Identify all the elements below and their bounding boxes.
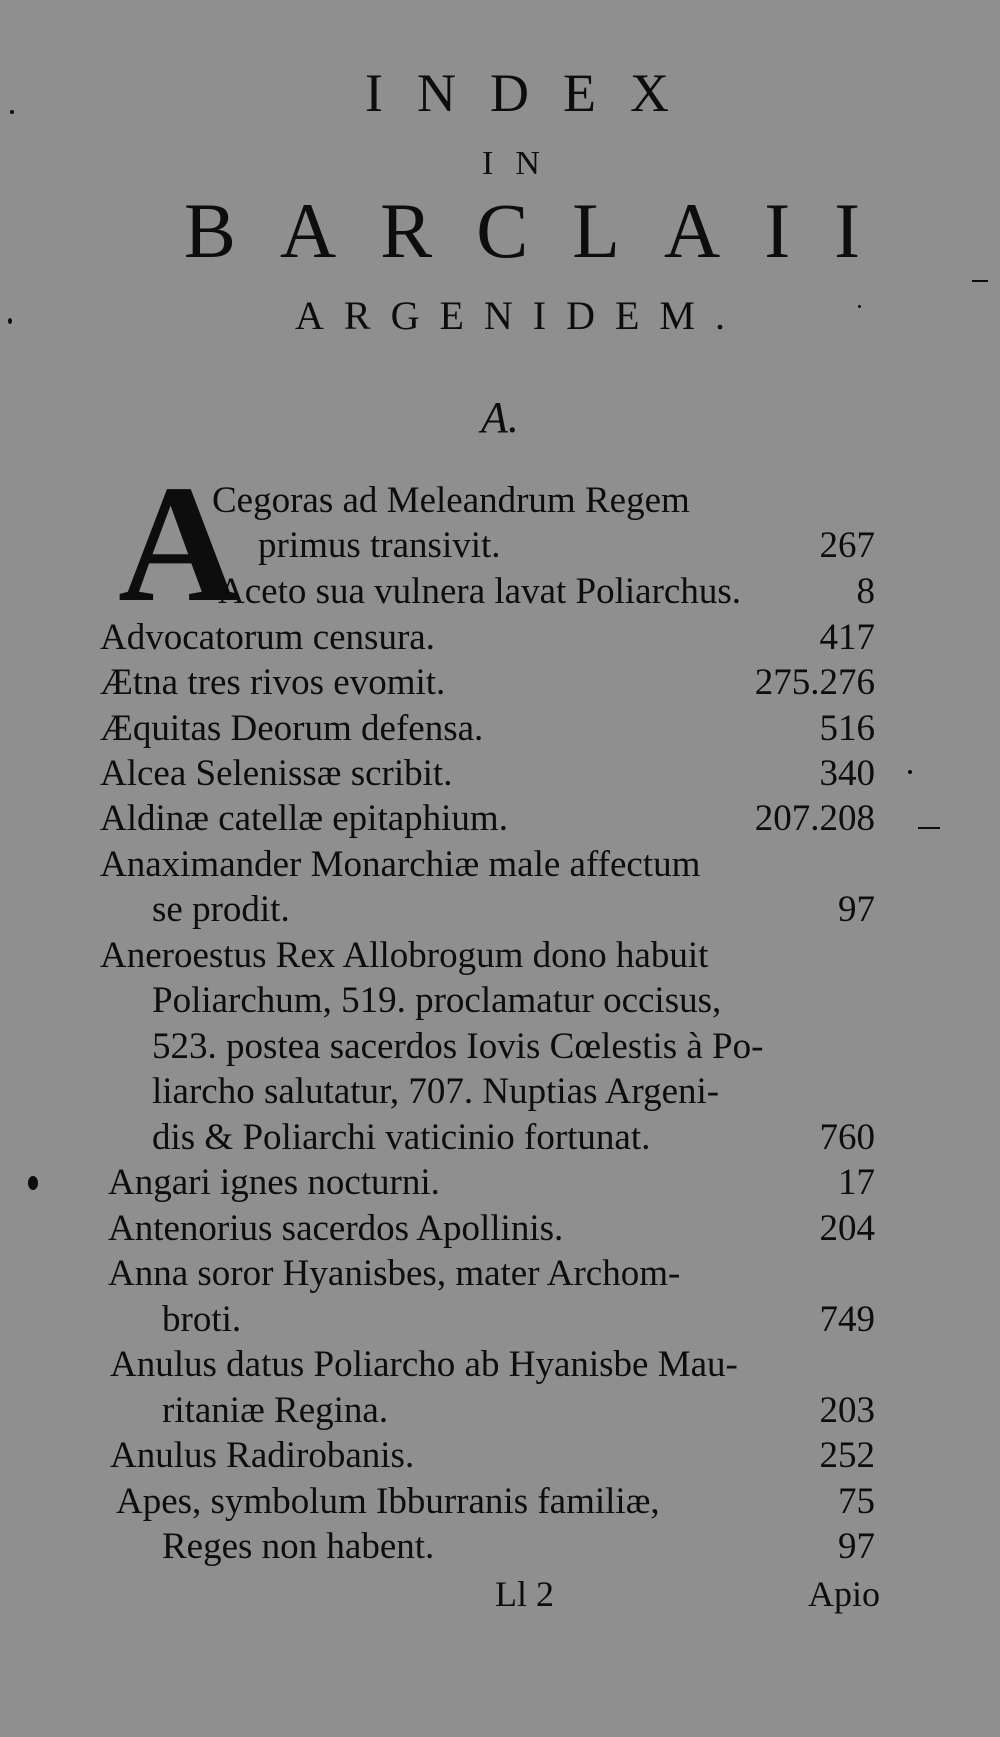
index-entry: Ætna tres rivos evomit.: [100, 662, 446, 703]
section-heading: A.: [481, 393, 519, 442]
ink-speck: [10, 110, 14, 114]
index-entry: Anaximander Monarchiæ male affectum: [100, 844, 701, 885]
page-number: 203: [819, 1390, 875, 1431]
page-number: 267: [819, 525, 875, 566]
ink-speck: [8, 318, 12, 324]
page-number: 417: [819, 617, 875, 658]
index-entry: Æquitas Deorum defensa.: [100, 708, 484, 749]
index-entry: Antenorius sacerdos Apollinis.: [108, 1208, 564, 1249]
signature-mark: Ll 2: [495, 1574, 554, 1614]
index-entry: Reges non habent.: [162, 1526, 435, 1567]
title-barclaii: BARCLAII: [183, 187, 905, 274]
index-entry: broti.: [162, 1299, 242, 1340]
index-entry: Advocatorum censura.: [100, 617, 435, 658]
page-number: 760: [819, 1117, 875, 1158]
index-entry: dis & Poliarchi vaticinio fortunat.: [152, 1117, 651, 1158]
index-entry: Anna soror Hyanisbes, mater Archom-: [108, 1253, 681, 1294]
page-number: 97: [838, 889, 875, 930]
page-number: 204: [819, 1208, 875, 1249]
margin-dash: [972, 280, 988, 282]
index-entry: Aceto sua vulnera lavat Poliarchus.: [218, 571, 741, 612]
page-number: 516: [819, 708, 875, 749]
page-number: 749: [819, 1299, 875, 1340]
index-entry: 523. postea sacerdos Iovis Cœlestis à Po-: [152, 1026, 764, 1067]
index-entry: Angari ignes nocturni.: [108, 1162, 440, 1203]
index-entry: liarcho salutatur, 707. Nuptias Argeni-: [152, 1071, 720, 1112]
page-number: 75: [838, 1481, 875, 1522]
index-entry: Poliarchum, 519. proclamatur occisus,: [152, 980, 722, 1021]
title-index: INDEX: [365, 63, 703, 123]
ink-speck: [858, 305, 861, 308]
index-entry: se prodit.: [152, 889, 290, 930]
index-entry: ritaniæ Regina.: [162, 1390, 389, 1431]
index-entry: Anulus Radirobanis.: [110, 1435, 415, 1476]
page-number: 207.208: [754, 798, 875, 839]
index-entry: primus transivit.: [258, 525, 501, 566]
index-entry: Alcea Selenissæ scribit.: [100, 753, 453, 794]
page-number: 252: [819, 1435, 875, 1476]
margin-dash: [918, 827, 940, 829]
index-entry: Aldinæ catellæ epitaphium.: [100, 798, 508, 839]
title-argenidem: ARGENIDEM.: [295, 293, 745, 338]
title-in: IN: [482, 145, 562, 182]
index-entry: Aneroestus Rex Allobrogum dono habuit: [100, 935, 709, 976]
page-number: 340: [819, 753, 875, 794]
index-entry: Apes, symbolum Ibburranis familiæ,: [116, 1481, 660, 1522]
drop-cap: A: [118, 451, 240, 637]
page-number: 8: [856, 571, 875, 612]
ink-speck: [908, 770, 912, 774]
ink-speck: [28, 1176, 38, 1190]
catchword: Apio: [808, 1574, 880, 1614]
page-number: 275.276: [754, 662, 875, 703]
page-number: 97: [838, 1526, 875, 1567]
page-number: 17: [838, 1162, 875, 1203]
index-entry: Cegoras ad Meleandrum Regem: [212, 480, 690, 521]
index-entry: Anulus datus Poliarcho ab Hyanisbe Mau-: [110, 1344, 738, 1385]
